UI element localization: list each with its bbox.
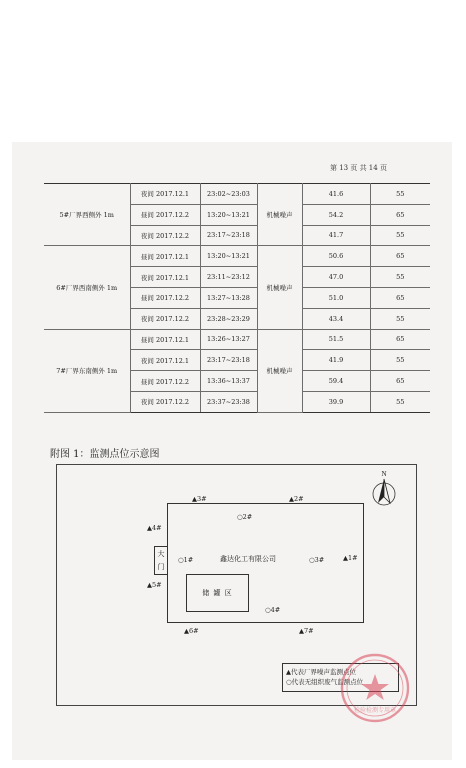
limit-cell: 65 xyxy=(370,204,430,225)
period-cell: 夜间 2017.12.1 xyxy=(130,350,200,371)
gate: 大门 xyxy=(154,546,168,575)
value-cell: 51.0 xyxy=(302,287,370,308)
time-cell: 23:17~23:18 xyxy=(200,225,257,246)
point-cell: 7#厂界东南侧外 1m xyxy=(44,329,130,412)
point-cell: 5#厂界西侧外 1m xyxy=(44,184,130,246)
period-cell: 昼间 2017.12.2 xyxy=(130,287,200,308)
time-cell: 13:20~13:21 xyxy=(200,204,257,225)
air-point-3: ○3# xyxy=(309,556,325,564)
value-cell: 41.7 xyxy=(302,225,370,246)
time-cell: 13:20~13:21 xyxy=(200,246,257,267)
period-cell: 昼间 2017.12.2 xyxy=(130,204,200,225)
air-point-1: ○1# xyxy=(178,556,194,564)
limit-cell: 55 xyxy=(370,225,430,246)
value-cell: 51.5 xyxy=(302,329,370,350)
noise-point-5: ▲5# xyxy=(147,581,162,589)
limit-cell: 55 xyxy=(370,391,430,412)
noise-point-2: ▲2# xyxy=(289,495,304,503)
noise-point-4: ▲4# xyxy=(147,524,162,532)
limit-cell: 65 xyxy=(370,287,430,308)
time-cell: 13:36~13:37 xyxy=(200,371,257,392)
stamp-text: 检验检测专用章 xyxy=(353,707,397,714)
air-point-2: ○2# xyxy=(237,513,253,521)
official-stamp-icon xyxy=(339,652,411,724)
time-cell: 23:11~23:12 xyxy=(200,267,257,288)
value-cell: 41.6 xyxy=(302,184,370,205)
value-cell: 47.0 xyxy=(302,267,370,288)
time-cell: 23:17~23:18 xyxy=(200,350,257,371)
north-label: N xyxy=(381,470,387,478)
page-number: 第 13 页 共 14 页 xyxy=(330,164,387,172)
noise-point-3: ▲3# xyxy=(192,495,207,503)
time-cell: 23:37~23:38 xyxy=(200,391,257,412)
noise-point-6: ▲6# xyxy=(184,627,199,635)
period-cell: 夜间 2017.12.1 xyxy=(130,184,200,205)
period-cell: 昼间 2017.12.2 xyxy=(130,371,200,392)
air-point-4: ○4# xyxy=(265,606,281,614)
point-cell: 6#厂界西南侧外 1m xyxy=(44,246,130,329)
company-name: 鑫达化工有限公司 xyxy=(220,555,276,563)
legend-noise: ▲代表厂界噪声监测点位 xyxy=(286,668,356,676)
table-row xyxy=(44,184,430,205)
plant-boundary xyxy=(167,503,364,623)
figure-caption: 附图 1：监测点位示意图 xyxy=(50,449,160,460)
noise-point-1: ▲1# xyxy=(343,554,358,562)
value-cell: 41.9 xyxy=(302,350,370,371)
value-cell: 50.6 xyxy=(302,246,370,267)
value-cell: 54.2 xyxy=(302,204,370,225)
table-row xyxy=(44,329,430,350)
north-arrow-icon xyxy=(371,469,397,509)
limit-cell: 65 xyxy=(370,371,430,392)
value-cell: 59.4 xyxy=(302,371,370,392)
time-cell: 23:02~23:03 xyxy=(200,184,257,205)
source-cell: 机械噪声 xyxy=(257,329,302,412)
value-cell: 39.9 xyxy=(302,391,370,412)
noise-point-7: ▲7# xyxy=(299,627,314,635)
limit-cell: 65 xyxy=(370,329,430,350)
limit-cell: 55 xyxy=(370,308,430,329)
period-cell: 昼间 2017.12.1 xyxy=(130,329,200,350)
period-cell: 夜间 2017.12.2 xyxy=(130,391,200,412)
period-cell: 夜间 2017.12.2 xyxy=(130,308,200,329)
limit-cell: 65 xyxy=(370,246,430,267)
time-cell: 13:26~13:27 xyxy=(200,329,257,350)
value-cell: 43.4 xyxy=(302,308,370,329)
legend-air: ○代表无组织废气监测点位 xyxy=(286,678,364,686)
source-cell: 机械噪声 xyxy=(257,246,302,329)
storage-tank-area: 储 罐 区 xyxy=(186,574,249,612)
limit-cell: 55 xyxy=(370,184,430,205)
time-cell: 23:28~23:29 xyxy=(200,308,257,329)
period-cell: 夜间 2017.12.1 xyxy=(130,267,200,288)
table-row xyxy=(44,246,430,267)
source-cell: 机械噪声 xyxy=(257,184,302,246)
period-cell: 夜间 2017.12.2 xyxy=(130,225,200,246)
noise-measurement-table xyxy=(44,183,430,413)
time-cell: 13:27~13:28 xyxy=(200,287,257,308)
limit-cell: 55 xyxy=(370,350,430,371)
limit-cell: 55 xyxy=(370,267,430,288)
period-cell: 昼间 2017.12.1 xyxy=(130,246,200,267)
